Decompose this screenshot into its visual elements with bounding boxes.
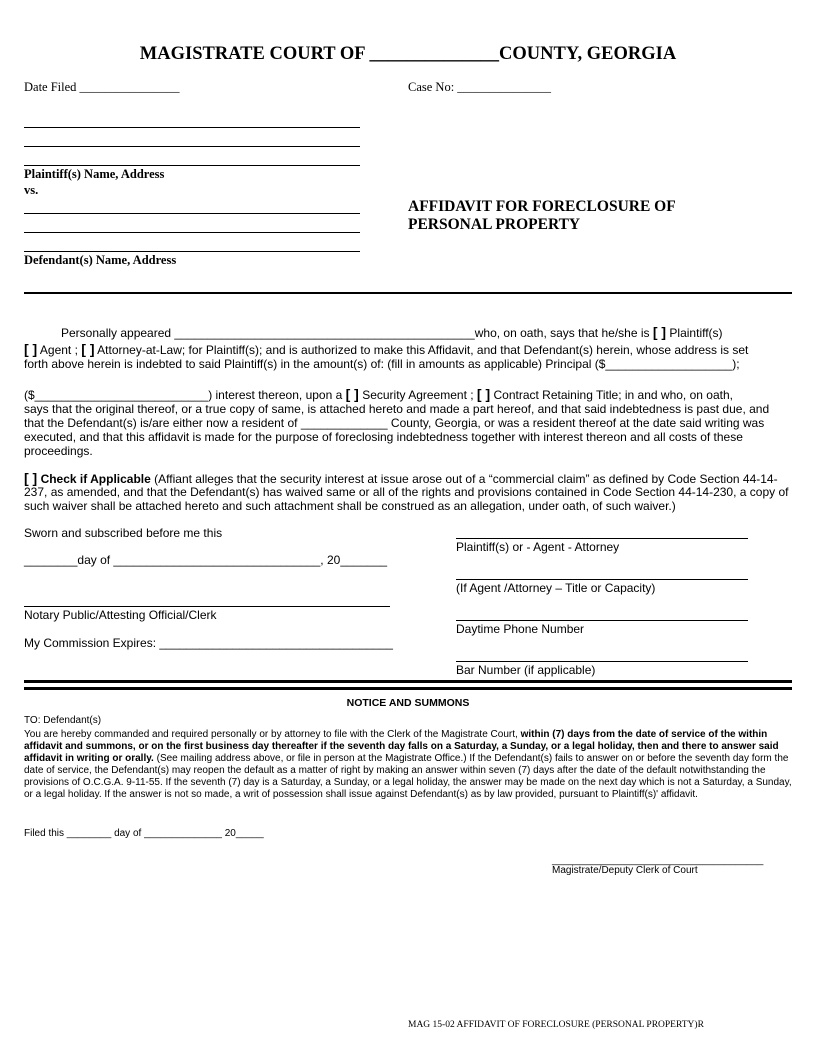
plaintiff-line-3[interactable] — [24, 165, 360, 166]
affidavit-line-5: says that the original thereof, or a true copy of same, is attached hereto and made a part hereof, and that said indebtedness is past due, and — [24, 402, 770, 416]
commission-expires[interactable]: My Commission Expires: ___________________________________ — [24, 636, 393, 650]
agent-checkbox[interactable]: [ ] — [24, 341, 38, 357]
defendant-line-2[interactable] — [24, 232, 360, 233]
header-divider — [24, 292, 792, 294]
plaintiff-line-1[interactable] — [24, 127, 360, 128]
vs-label: vs. — [24, 183, 39, 197]
phone-label: Daytime Phone Number — [456, 622, 585, 636]
sworn-label: Sworn and subscribed before me this — [24, 526, 223, 540]
notice-to: TO: Defendant(s) — [24, 715, 102, 726]
attorney-checkbox[interactable]: [ ] — [81, 341, 95, 357]
defendant-line-3[interactable] — [24, 251, 360, 252]
court-title: MAGISTRATE COURT OF ______________COUNTY, GEORGIA — [139, 44, 677, 64]
affidavit-line-7: executed, and that this affidavit is made for the purpose of foreclosing indebtedness together with interest thereon and all costs of these — [24, 430, 743, 444]
check-text-1: (Affiant alleges that the security interest at issue arose out of a “commercial claim” as defined by Code Section 44-14- — [154, 472, 778, 486]
check-text-2: 237, as amended, and that the Defendant(s) has waived same or all of the rights and provisions contained in Code Section 44-14-230, a copy of — [24, 485, 789, 499]
attorney-option-label: Attorney-at-Law; for Plaintiff(s); and is authorized to make this Affidavit, and that Defendant(s) herein, whose address is set — [97, 343, 749, 357]
notice-text-a: You are hereby commanded and required personally or by attorney to file with the Clerk of the Magistrate Court, — [24, 729, 518, 740]
sworn-date-line[interactable]: ________day of _______________________________, 20_______ — [24, 553, 388, 567]
notice-text-b: within (7) days from the date of service of the within affidavit and summons, or on the first business day thereafter if the seventh day falls on a Saturday, a Sunday, or a legal holiday, then and there to answer said affidavit in writing or orally. — [24, 729, 779, 764]
plaintiff-signature-label: Plaintiff(s) or - Agent - Attorney — [456, 540, 620, 554]
notice-text-c: (See mailing address above, or file in person at the Magistrate Office.) If the Defendant(s) fails to answer on or before the seventh day form the date of service, the Defendant(s) may reopen the default as a matter of right by making an answer within seven (7) days after the date of the default notwithstanding the provisions of O.C.G.A. 9-11-55. If the seventh (7) day is a Saturday, a Sunday, or a legal holiday, the answer may be made on the next day which is not a Saturday, a Sunday, or a legal holiday. If the answer is not so made, a writ of possession shall issue against Defendant(s) as by law provided, pursuant to Plaintiff(s)' affidavit. — [24, 753, 792, 800]
bar-number-line[interactable] — [456, 661, 748, 662]
plaintiff-line-2[interactable] — [24, 146, 360, 147]
defendant-label: Defendant(s) Name, Address — [24, 253, 177, 267]
affiant-line: Personally appeared _____________________________________________who, on oath, says that he/she is — [61, 326, 650, 340]
commercial-claim-checkbox[interactable]: [ ] — [24, 470, 38, 486]
form-footer: MAG 15-02 AFFIDAVIT OF FORECLOSURE (PERSONAL PROPERTY)R — [408, 1020, 704, 1030]
agent-option-label: Agent ; — [39, 343, 78, 357]
contract-label: Contract Retaining Title; in and who, on oath, — [493, 388, 733, 402]
document-title-line-2: PERSONAL PROPERTY — [408, 216, 581, 233]
title-capacity-line[interactable] — [456, 579, 748, 580]
amount-line: forth above herein is indebted to said Plaintiff(s) in the amount(s) of: (fill in amounts as applicable) Principal ($___________________); — [24, 357, 740, 371]
defendant-line-1[interactable] — [24, 213, 360, 214]
bar-number-label: Bar Number (if applicable) — [456, 663, 596, 677]
security-agreement-checkbox[interactable]: [ ] — [345, 386, 359, 402]
document-title-line-1: AFFIDAVIT FOR FORECLOSURE OF — [408, 198, 676, 215]
clerk-signature-line[interactable]: ______________________________________ — [552, 855, 764, 866]
notary-label: Notary Public/Attesting Official/Clerk — [24, 608, 217, 622]
security-agreement-label: Security Agreement ; — [362, 388, 474, 402]
notice-paragraph — [24, 729, 794, 801]
title-capacity-label: (If Agent /Attorney – Title or Capacity) — [456, 581, 656, 595]
clerk-label: Magistrate/Deputy Clerk of Court — [552, 865, 698, 876]
contract-checkbox[interactable]: [ ] — [476, 386, 491, 402]
notary-signature-line[interactable] — [24, 606, 390, 607]
notice-heading: NOTICE AND SUMMONS — [346, 697, 470, 709]
check-if-applicable-label: Check if Applicable — [40, 472, 151, 486]
affidavit-line-8: proceedings. — [24, 444, 93, 458]
plaintiff-checkbox[interactable]: [ ] — [652, 324, 667, 340]
filed-line[interactable]: Filed this ________ day of ______________ 20_____ — [24, 828, 264, 839]
divider-bottom — [24, 687, 792, 690]
plaintiff-signature-line[interactable] — [456, 538, 748, 539]
affidavit-line-6: that the Defendant(s) is/are either now a resident of _____________ County, Georgia, or was a resident thereof at the date said writing was — [24, 416, 765, 430]
interest-line: ($__________________________) interest thereon, upon a — [24, 388, 343, 402]
phone-line[interactable] — [456, 620, 748, 621]
case-number: Case No: _______________ — [408, 80, 552, 94]
plaintiff-option-label: Plaintiff(s) — [669, 326, 723, 340]
check-text-3: such waiver shall be attached hereto and such attachment shall be construed as an allegation, under oath, of such waiver.) — [24, 499, 676, 513]
date-filed: Date Filed ________________ — [24, 80, 180, 94]
plaintiff-label: Plaintiff(s) Name, Address — [24, 167, 165, 181]
divider-top — [24, 680, 792, 683]
